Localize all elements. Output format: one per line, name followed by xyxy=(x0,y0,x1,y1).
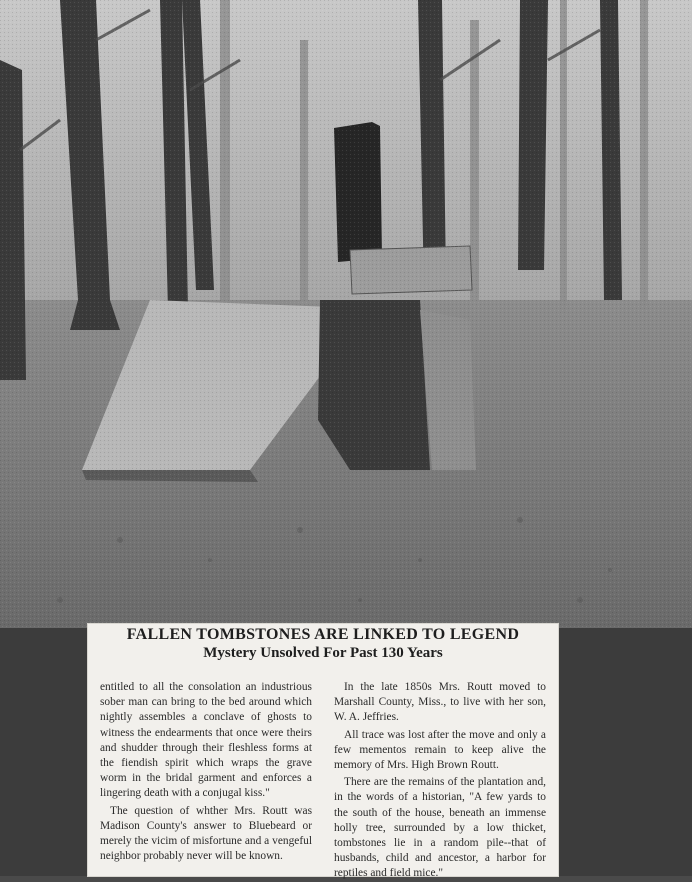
paragraph: In the late 1850s Mrs. Routt moved to Marshall County, Miss., to live with her son, W. A. Jeffries. xyxy=(334,681,546,724)
subheadline: Mystery Unsolved For Past 130 Years xyxy=(203,645,443,661)
paragraph: There are the remains of the plantation and, in the words of a historian, "A few yards to the south of the house, beneath an immense holly tree, surrounded by a low thicket, tombstones lie in a random pile--that of husbands, child and ancestor, a harbor for reptiles and field mice." xyxy=(334,776,546,880)
paragraph: entitled to all the consolation an industrious sober man can bring to the bed around which nightly assembles a conclave of ghosts to witness the endearments that once were theirs and shudder through their fleshless forms at the fiendish spirit which wraps the grave worm in the bridal garment and enforces a lingering death with a conjugal kiss." xyxy=(100,681,312,800)
paragraph: The question of whther Mrs. Routt was Madison County's answer to Bluebeard or merely the vicim of misfortune and a vengeful neighbor probably never will be known. xyxy=(100,804,312,863)
headline-block xyxy=(88,624,558,662)
paragraph: All trace was lost after the move and only a few mementos remain to keep alive the memory of Mrs. High Brown Routt. xyxy=(334,728,546,772)
headline: FALLEN TOMBSTONES ARE LINKED TO LEGEND xyxy=(126,626,520,643)
column-left xyxy=(100,680,312,864)
column-right xyxy=(334,680,546,882)
newspaper-clipping xyxy=(88,624,558,880)
